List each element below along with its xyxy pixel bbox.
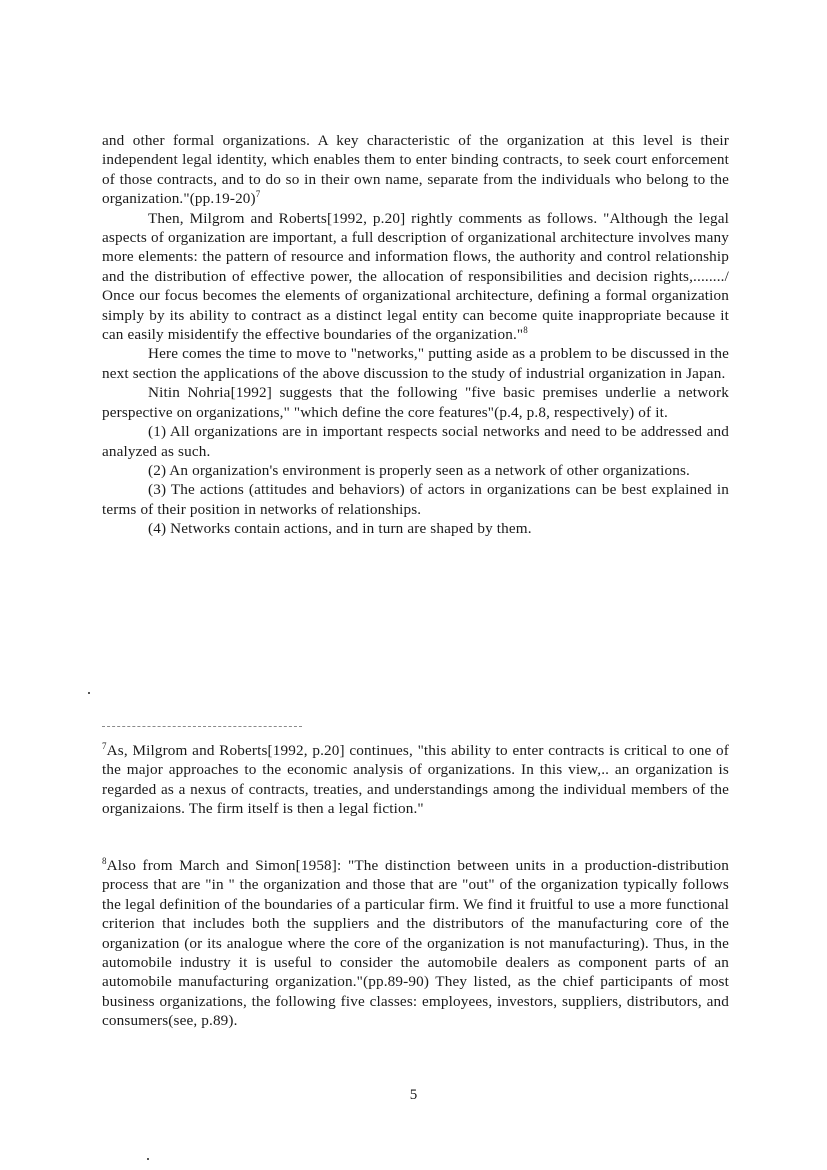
paragraph-3: Here comes the time to move to "networks," putting aside as a problem to be discussed in the next section the applications of the above discussion to the study of industrial organization in Japan. (102, 345, 729, 382)
footnote-7-mark: 7 (102, 741, 107, 751)
premise-3: (3) The actions (attitudes and behaviors) of actors in organizations can be best explained in terms of their position in networks of relationships. (102, 481, 729, 518)
page-number: 5 (409, 1087, 418, 1103)
footnote-ref-7: 7 (255, 189, 261, 200)
main-text (102, 131, 729, 539)
paragraph-2-text: Then, Milgrom and Roberts[1992, p.20] rightly comments as follows. "Although the legal aspects of organization are important, a full description of organizational architecture involves many more elements: the pattern of resource and information flows, the authority and control relationship and the distribution of effective power, the allocation of responsibilities and decision rights,......../ Once our focus becomes the elements of organizational architecture, defining a formal organization simply by its ability to contract as a distinct legal entity can become quite inappropriate because it can easily misidentify the effective boundaries of the organization." (102, 209, 729, 344)
footnote-7 (102, 741, 729, 819)
footnote-ref-8: 8 (523, 325, 528, 336)
scan-speck (147, 1158, 149, 1160)
premise-1: (1) All organizations are in important respects social networks and need to be addressed and analyzed as such. (102, 423, 729, 460)
footnote-separator (102, 726, 302, 727)
footnote-8 (102, 856, 729, 1031)
footnote-8-text: Also from March and Simon[1958]: "The distinction between units in a production-distribution process that are "in " the organization and those that are "out" of the organization typically follows the legal definition of the boundaries of a particular firm. We find it fruitful to use a more functional criterion that includes both the suppliers and the distributors of the manufacturing core of the organization (or its analogue where the core of the organization is not manufacturing). Thus, in the automobile industry it is useful to consider the automobile dealers as component parts of an automobile manufacturing organization."(pp.89-90) They listed, as the chief participants of most business organizations, the following five classes: employees, investors, suppliers, distributors, and consumers(see, p.89). (102, 857, 729, 1030)
paragraph-4: Nitin Nohria[1992] suggests that the following "five basic premises underlie a network perspective on organizations," "which define the core features"(p.4, p.8, respectively) of it. (102, 384, 729, 421)
footnote-7-text: As, Milgrom and Roberts[1992, p.20] continues, "this ability to enter contracts is critical to one of the major approaches to the economic analysis of organizations. In this view,.. an organization is regarded as a nexus of contracts, treaties, and understandings among the individual members of the organizaions. The firm itself is then a legal fiction." (102, 742, 729, 818)
paragraph-1-text: and other formal organizations. A key characteristic of the organization at this level is their independent legal identity, which enables them to enter binding contracts, to seek court enforcement of those contracts, and to do so in their own name, separate from the individuals who belong to the organization."(pp.19-20) (102, 132, 729, 208)
paragraph-1 (102, 131, 729, 209)
footnote-8-mark: 8 (102, 856, 107, 866)
paragraph-2 (102, 209, 729, 345)
premise-4: (4) Networks contain actions, and in turn are shaped by them. (148, 520, 532, 538)
premise-2: (2) An organization's environment is properly seen as a network of other organizations. (148, 461, 691, 479)
scan-speck (88, 692, 90, 694)
